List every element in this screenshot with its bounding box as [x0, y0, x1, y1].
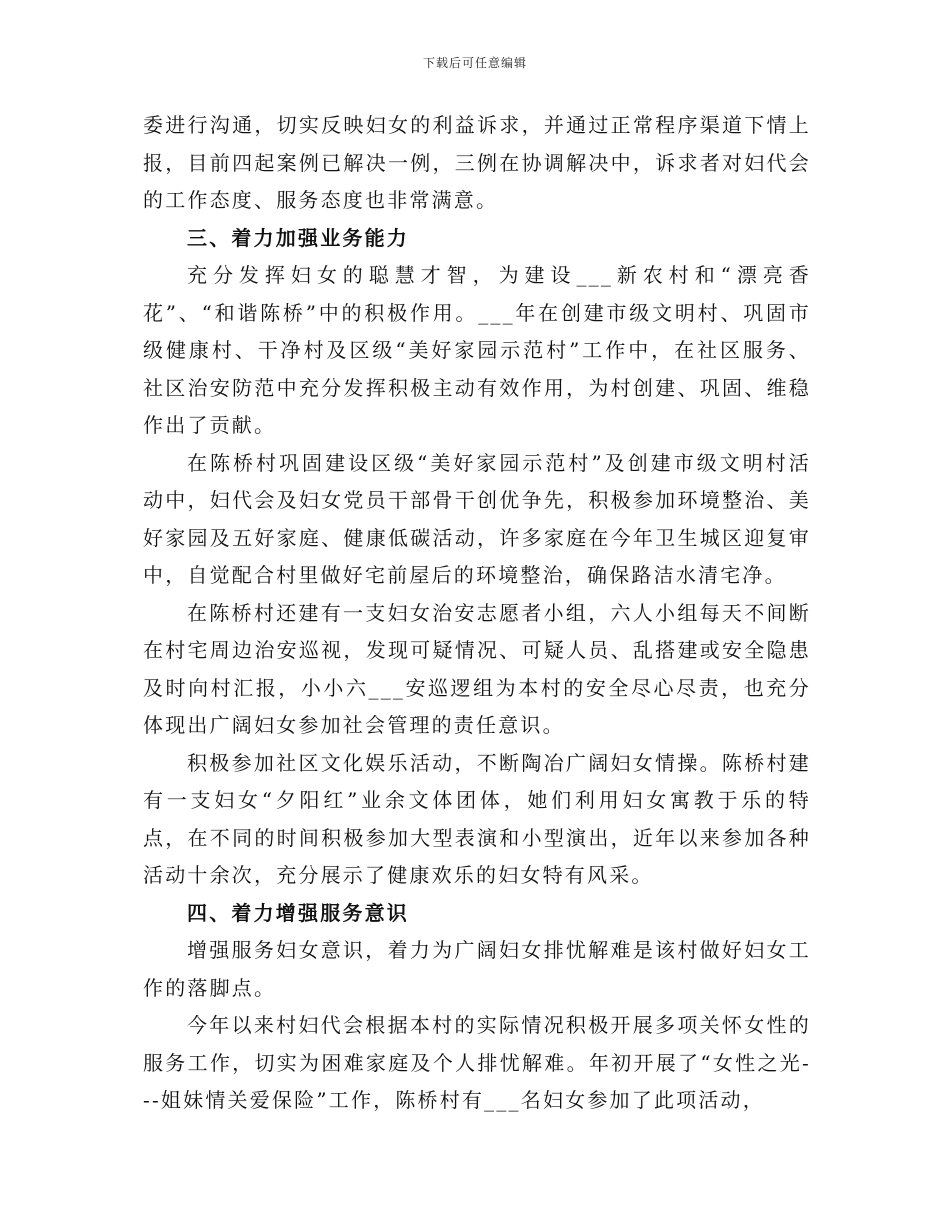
paragraph: 充分发挥妇女的聪慧才智，为建设___新农村和“漂亮香花”、“和谐陈桥”中的积极作用。___年在创建市级文明村、巩固市级健康村、干净村及区级“美好家园示范村”工作中，在社区服务、社区治安防范中充分发挥积极主动有效作用，为村创建、巩固、维稳作出了贡献。	[143, 263, 811, 437]
document-body	[143, 107, 811, 1120]
section-heading-3: 三、着力加强业务能力	[187, 225, 409, 250]
section-heading-4: 四、着力增强服务意识	[187, 900, 409, 925]
paragraph: 在陈桥村巩固建设区级“美好家园示范村”及创建市级文明村活动中，妇代会及妇女党员干部骨干创优争先，积极参加环境整治、美好家园及五好家庭、健康低碳活动，许多家庭在今年卫生城区迎复审中，自觉配合村里做好宅前屋后的环境整治，确保路洁水清宅净。	[143, 450, 811, 587]
paragraph: 积极参加社区文化娱乐活动，不断陶冶广阔妇女情操。陈桥村建有一支妇女“夕阳红”业余文体团体，她们利用妇女寓教于乐的特点，在不同的时间积极参加大型表演和小型演出，近年以来参加各种活动十余次，充分展示了健康欢乐的妇女特有风采。	[143, 750, 811, 887]
page-header: 下载后可任意编辑	[422, 56, 527, 70]
paragraph-continued: 委进行沟通，切实反映妇女的利益诉求，并通过正常程序渠道下情上报，目前四起案例已解决一例，三例在协调解决中，诉求者对妇代会的工作态度、服务态度也非常满意。	[143, 113, 811, 212]
paragraph: 增强服务妇女意识，着力为广阔妇女排忧解难是该村做好妇女工作的落脚点。	[143, 938, 811, 1000]
paragraph: 今年以来村妇代会根据本村的实际情况积极开展多项关怀女性的服务工作，切实为困难家庭及个人排忧解难。年初开展了“女性之光---姐妹情关爱保险”工作，陈桥村有___名妇女参加了此项活动，	[143, 1013, 811, 1112]
paragraph: 在陈桥村还建有一支妇女治安志愿者小组，六人小组每天不间断在村宅周边治安巡视，发现可疑情况、可疑人员、乱搭建或安全隐患及时向村汇报，小小六___安巡逻组为本村的安全尽心尽责，也充分体现出广阔妇女参加社会管理的责任意识。	[143, 600, 811, 737]
